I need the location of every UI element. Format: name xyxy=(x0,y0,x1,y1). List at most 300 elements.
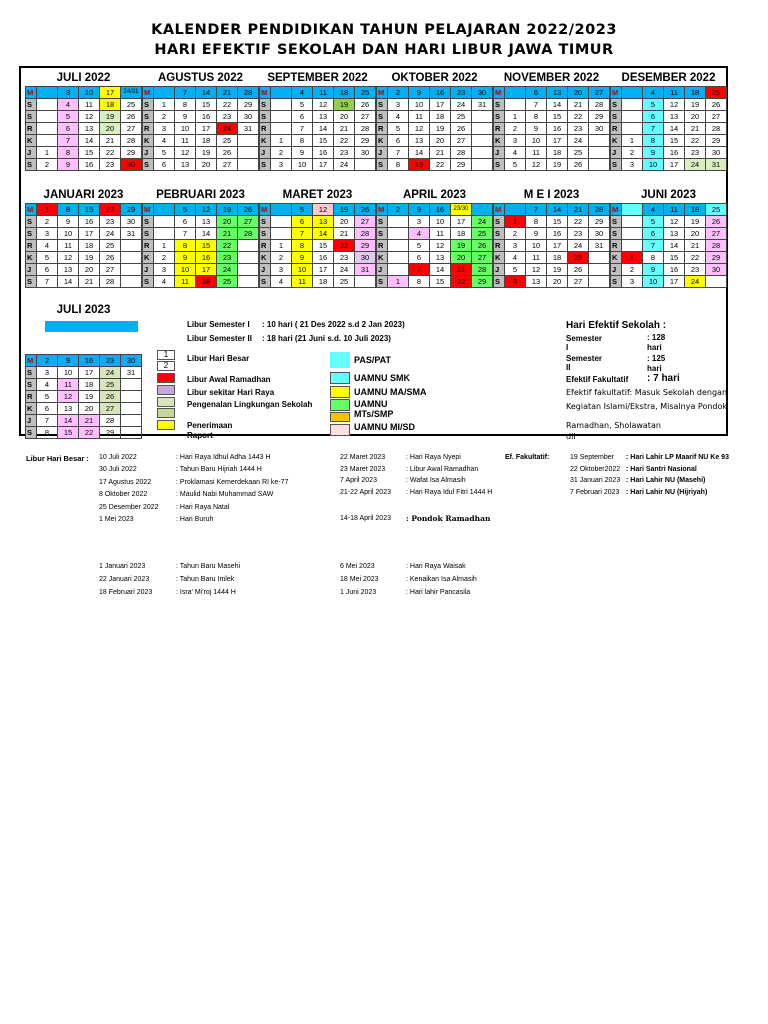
date-cell xyxy=(271,87,292,99)
day-label: S xyxy=(377,111,388,123)
date-cell: 9 xyxy=(643,147,664,159)
date-cell: 10 xyxy=(526,135,547,147)
date-cell: 31 xyxy=(472,99,493,111)
date-cell: 1 xyxy=(154,240,175,252)
month-name: DESEMBER 2022 xyxy=(621,72,716,84)
day-label: R xyxy=(494,240,505,252)
date-cell: 16 xyxy=(79,355,100,367)
date-cell: 17 xyxy=(313,159,334,171)
week-row xyxy=(494,240,610,252)
week-row xyxy=(260,252,376,264)
date-cell: 21 xyxy=(451,264,472,276)
date-cell: 7 xyxy=(388,147,409,159)
date-cell xyxy=(121,276,142,288)
date-cell xyxy=(622,204,643,216)
date-cell: 4 xyxy=(409,228,430,240)
date-cell: 10 xyxy=(175,123,196,135)
date-cell: 12 xyxy=(196,204,217,216)
date-cell: 7 xyxy=(37,415,58,427)
date-cell: 30 xyxy=(589,123,610,135)
date-cell: 19 xyxy=(79,252,100,264)
date-cell: 10 xyxy=(409,99,430,111)
week-row xyxy=(377,204,493,216)
date-cell: 10 xyxy=(292,159,313,171)
date-cell: 6 xyxy=(409,252,430,264)
holiday-name: : Maulid Nabi Muhammad SAW xyxy=(176,491,274,499)
month-2 xyxy=(142,70,259,171)
date-cell: 1 xyxy=(388,276,409,288)
date-cell: 12 xyxy=(430,240,451,252)
title-line-1: KALENDER PENDIDIKAN TAHUN PELAJARAN 2022/2023 xyxy=(151,22,617,38)
date-cell: 9 xyxy=(292,147,313,159)
week-row xyxy=(377,87,493,99)
day-label: S xyxy=(143,276,154,288)
holiday-name: : Libur Awal Ramadhan xyxy=(406,465,479,473)
day-label: R xyxy=(26,391,37,403)
day-label: J xyxy=(494,147,505,159)
week-row xyxy=(494,276,610,288)
date-cell: 20 xyxy=(79,264,100,276)
day-label: S xyxy=(260,216,271,228)
date-cell xyxy=(271,216,292,228)
date-cell: 1 xyxy=(37,204,58,216)
date-cell: 15 xyxy=(313,240,334,252)
day-label: J xyxy=(260,264,271,276)
date-cell: 21 xyxy=(334,123,355,135)
date-cell xyxy=(472,135,493,147)
week-row xyxy=(26,147,142,159)
day-label: S xyxy=(377,228,388,240)
day-label: S xyxy=(26,367,37,379)
date-cell: 9 xyxy=(175,252,196,264)
week-row xyxy=(260,204,376,216)
date-cell: 5 xyxy=(292,99,313,111)
legend-label-raport: Raport xyxy=(187,431,213,440)
date-cell xyxy=(37,87,58,99)
legend-swatch-raport xyxy=(157,420,175,430)
date-cell: 2 xyxy=(37,355,58,367)
date-cell: 25 xyxy=(355,87,376,99)
date-cell xyxy=(622,216,643,228)
holiday-name: : Proklamasi Kemerdekaan RI ke-77 xyxy=(176,478,289,486)
date-cell: 22 xyxy=(685,252,706,264)
holiday-name: : Hari Raya Idul Fitri 1444 H xyxy=(406,488,493,496)
date-cell: 1 xyxy=(37,147,58,159)
month-table xyxy=(142,86,259,171)
date-cell xyxy=(388,264,409,276)
date-cell: 29 xyxy=(100,427,121,439)
date-cell: 7 xyxy=(58,135,79,147)
date-cell: 10 xyxy=(292,264,313,276)
date-cell: 25 xyxy=(472,228,493,240)
efektif-sem2: Semester xyxy=(566,354,603,363)
day-label: M xyxy=(260,87,271,99)
date-cell: 16 xyxy=(79,216,100,228)
week-row xyxy=(611,147,727,159)
date-cell xyxy=(37,135,58,147)
date-cell: 31 xyxy=(121,228,142,240)
week-row xyxy=(26,264,142,276)
libur-semester-2-label: Libur Semester II xyxy=(187,334,252,343)
date-cell: 23 xyxy=(217,111,238,123)
date-cell xyxy=(121,264,142,276)
week-row xyxy=(26,391,142,403)
day-label: S xyxy=(377,276,388,288)
date-cell: 4 xyxy=(505,252,526,264)
week-row xyxy=(611,240,727,252)
date-cell: 23 xyxy=(334,252,355,264)
day-label: S xyxy=(494,216,505,228)
week-row xyxy=(494,264,610,276)
date-cell: 19 xyxy=(451,240,472,252)
day-label: S xyxy=(143,159,154,171)
legend-label-hari-raya: Libur sekitar Hari Raya xyxy=(187,388,275,397)
date-cell: 26 xyxy=(706,216,727,228)
date-cell: 5 xyxy=(37,252,58,264)
date-cell: 21 xyxy=(79,415,100,427)
date-cell: 19 xyxy=(685,99,706,111)
legend-swatch-mts xyxy=(330,399,350,411)
date-cell: 17 xyxy=(196,264,217,276)
week-row xyxy=(494,99,610,111)
date-cell: 28 xyxy=(589,99,610,111)
date-cell: 12 xyxy=(526,264,547,276)
day-label: K xyxy=(143,135,154,147)
legend-pas: PAS/PAT xyxy=(354,355,392,365)
date-cell: 13 xyxy=(196,216,217,228)
date-cell: 31 xyxy=(589,240,610,252)
month-name: NOVEMBER 2022 xyxy=(503,72,600,84)
date-cell: 6 xyxy=(292,111,313,123)
date-cell: 29 xyxy=(589,111,610,123)
day-label: S xyxy=(494,276,505,288)
week-row xyxy=(494,87,610,99)
date-cell: 14 xyxy=(58,415,79,427)
date-cell: 15 xyxy=(79,147,100,159)
day-label: J xyxy=(611,147,622,159)
date-cell: 13 xyxy=(526,276,547,288)
date-cell: 26 xyxy=(238,204,259,216)
day-label: S xyxy=(26,99,37,111)
date-cell xyxy=(271,228,292,240)
week-row xyxy=(377,159,493,171)
date-cell: 8 xyxy=(643,252,664,264)
date-cell: 3 xyxy=(154,264,175,276)
date-cell: 7 xyxy=(643,240,664,252)
date-cell: 30 xyxy=(706,264,727,276)
week-row xyxy=(143,252,259,264)
date-cell: 11 xyxy=(664,87,685,99)
efektif-sem1: Semester xyxy=(566,334,603,343)
date-cell: 5 xyxy=(37,391,58,403)
date-cell: 6 xyxy=(643,228,664,240)
week-row xyxy=(377,252,493,264)
date-cell: 25 xyxy=(568,252,589,264)
date-cell: 13 xyxy=(58,403,79,415)
date-cell: 31 xyxy=(121,367,142,379)
week-row xyxy=(260,147,376,159)
date-cell: 2 xyxy=(622,147,643,159)
day-label: M xyxy=(26,355,37,367)
day-label: K xyxy=(143,252,154,264)
date-cell: 16 xyxy=(313,147,334,159)
date-cell: 15 xyxy=(313,135,334,147)
date-cell: 4 xyxy=(58,99,79,111)
legend-mi: UAMNU MI/SD xyxy=(354,422,415,432)
week-row xyxy=(494,216,610,228)
date-cell: 20 xyxy=(217,216,238,228)
date-cell: 17 xyxy=(430,99,451,111)
week-row xyxy=(377,123,493,135)
title-line-2: HARI EFEKTIF SEKOLAH DAN HARI LIBUR JAWA TIMUR xyxy=(154,42,614,58)
date-cell: 3 xyxy=(271,264,292,276)
efektif-sem1-unit: hari xyxy=(647,343,662,352)
date-cell: 11 xyxy=(58,379,79,391)
date-cell: 25 xyxy=(706,87,727,99)
date-cell: 3 xyxy=(409,216,430,228)
holiday-name: : Hari lahir Pancasila xyxy=(406,589,471,596)
day-label: M xyxy=(611,204,622,216)
date-cell: 28 xyxy=(706,240,727,252)
date-cell: 9 xyxy=(409,87,430,99)
fakultatif-name: : Hari Lahir LP Maarif NU Ke 93 xyxy=(626,454,729,461)
month-10 xyxy=(376,187,493,288)
date-cell: 21 xyxy=(568,99,589,111)
date-cell: 19 xyxy=(547,264,568,276)
day-label: R xyxy=(143,240,154,252)
legend-label-penerimaan: Penerimaan xyxy=(187,421,233,430)
date-cell xyxy=(622,228,643,240)
legend-swatch-hari-raya xyxy=(157,385,175,395)
date-cell: 25 xyxy=(217,135,238,147)
fakultatif-name: : Hari Lahir NU (Hijriyah) xyxy=(626,488,708,496)
date-cell: 9 xyxy=(526,123,547,135)
date-cell: 18 xyxy=(334,87,355,99)
holiday-date: 1 Januari 2023 xyxy=(99,563,146,570)
date-cell: 25 xyxy=(217,276,238,288)
date-cell: 24 xyxy=(451,99,472,111)
date-cell: 18 xyxy=(79,379,100,391)
date-cell: 10 xyxy=(643,276,664,288)
day-label: M xyxy=(377,87,388,99)
date-cell: 8 xyxy=(175,99,196,111)
date-cell: 27 xyxy=(121,123,142,135)
date-cell: 25 xyxy=(451,111,472,123)
day-label: K xyxy=(494,252,505,264)
day-label: J xyxy=(26,264,37,276)
day-label: J xyxy=(494,264,505,276)
day-label: M xyxy=(494,204,505,216)
week-row xyxy=(611,99,727,111)
week-row xyxy=(26,240,142,252)
date-cell: 15 xyxy=(430,276,451,288)
date-cell: 31 xyxy=(238,123,259,135)
date-cell: 23 xyxy=(685,264,706,276)
date-cell: 4 xyxy=(388,111,409,123)
legend-label-pls: Pengenalan Lingkungan Sekolah xyxy=(187,400,313,409)
date-cell: 9 xyxy=(409,204,430,216)
date-cell: 27 xyxy=(355,111,376,123)
date-cell: 21 xyxy=(685,123,706,135)
date-cell: 7 xyxy=(526,99,547,111)
date-cell: 14 xyxy=(196,228,217,240)
date-cell: 23/30 xyxy=(451,204,472,216)
date-cell: 22 xyxy=(217,99,238,111)
date-cell: 29 xyxy=(238,99,259,111)
week-row xyxy=(260,123,376,135)
date-cell xyxy=(589,135,610,147)
week-row xyxy=(143,87,259,99)
week-row xyxy=(143,276,259,288)
date-cell: 14 xyxy=(547,204,568,216)
date-cell xyxy=(121,391,142,403)
week-row xyxy=(611,204,727,216)
date-cell: 14 xyxy=(430,264,451,276)
date-cell: 28 xyxy=(100,415,121,427)
day-label: K xyxy=(26,252,37,264)
date-cell xyxy=(355,159,376,171)
date-cell: 11 xyxy=(409,111,430,123)
date-cell: 23 xyxy=(217,252,238,264)
holiday-date: 21-22 April 2023 xyxy=(340,488,391,496)
date-cell xyxy=(622,123,643,135)
date-cell: 29 xyxy=(589,216,610,228)
day-label: J xyxy=(611,264,622,276)
date-cell: 30 xyxy=(121,159,142,171)
date-cell: 16 xyxy=(664,264,685,276)
week-row xyxy=(377,240,493,252)
date-cell: 2 xyxy=(388,204,409,216)
date-cell: 12 xyxy=(79,111,100,123)
month-name: PEBRUARI 2023 xyxy=(156,189,245,201)
date-cell: 4 xyxy=(271,276,292,288)
date-cell xyxy=(37,99,58,111)
holiday-date: 22 Januari 2023 xyxy=(99,576,150,583)
date-cell: 20 xyxy=(430,135,451,147)
date-cell: 5 xyxy=(505,264,526,276)
day-label: J xyxy=(143,147,154,159)
date-cell: 7 xyxy=(292,228,313,240)
date-cell: 18 xyxy=(196,135,217,147)
date-cell xyxy=(472,147,493,159)
date-cell: 18 xyxy=(685,87,706,99)
day-label: K xyxy=(494,135,505,147)
date-cell xyxy=(238,240,259,252)
day-label: S xyxy=(260,276,271,288)
fakultatif-date: 19 September xyxy=(570,454,614,461)
date-cell: 17 xyxy=(196,123,217,135)
holiday-name: : Tahun Baru Hijriah 1444 H xyxy=(176,466,262,474)
date-cell: 18 xyxy=(451,228,472,240)
date-cell xyxy=(388,252,409,264)
date-cell: 3 xyxy=(622,159,643,171)
day-label: M xyxy=(26,87,37,99)
date-cell: 8 xyxy=(409,276,430,288)
date-cell: 14 xyxy=(664,240,685,252)
date-cell: 6 xyxy=(292,216,313,228)
date-cell: 20 xyxy=(547,276,568,288)
date-cell: 15 xyxy=(664,135,685,147)
date-cell: 4 xyxy=(292,87,313,99)
date-cell: 19 xyxy=(547,159,568,171)
month-1 xyxy=(25,70,142,171)
date-cell: 17 xyxy=(547,240,568,252)
month-table xyxy=(610,203,727,288)
day-label: R xyxy=(494,123,505,135)
day-label: J xyxy=(143,264,154,276)
month-8 xyxy=(142,187,259,288)
week-row xyxy=(143,123,259,135)
month-name: JULI 2022 xyxy=(56,72,111,84)
month-4 xyxy=(376,70,493,171)
date-cell: 12 xyxy=(526,159,547,171)
day-label: S xyxy=(611,216,622,228)
week-row xyxy=(260,240,376,252)
date-cell: 22 xyxy=(217,240,238,252)
week-row xyxy=(26,379,142,391)
date-cell: 2 xyxy=(505,228,526,240)
date-cell: 23 xyxy=(100,216,121,228)
month-table xyxy=(259,86,376,171)
date-cell: 8 xyxy=(58,204,79,216)
date-cell: 11 xyxy=(58,240,79,252)
pondok-name: : Pondok Ramadhan xyxy=(406,514,491,523)
week-row xyxy=(143,228,259,240)
date-cell: 21 xyxy=(430,147,451,159)
date-cell: 8 xyxy=(388,159,409,171)
week-row xyxy=(611,276,727,288)
date-cell: 5 xyxy=(58,111,79,123)
date-cell: 16 xyxy=(547,228,568,240)
holiday-date: 6 Mei 2023 xyxy=(340,563,375,570)
date-cell: 3 xyxy=(37,228,58,240)
day-label: M xyxy=(143,87,154,99)
date-cell: 11 xyxy=(292,276,313,288)
date-cell: 8 xyxy=(58,147,79,159)
date-cell: 9 xyxy=(643,264,664,276)
date-cell: 26 xyxy=(100,252,121,264)
date-cell: 8 xyxy=(175,240,196,252)
date-cell: 24 xyxy=(472,216,493,228)
date-cell: 9 xyxy=(526,228,547,240)
date-cell: 17 xyxy=(664,159,685,171)
day-label: S xyxy=(377,99,388,111)
date-cell xyxy=(121,379,142,391)
date-cell xyxy=(472,111,493,123)
day-label: R xyxy=(260,123,271,135)
date-cell: 2 xyxy=(154,111,175,123)
date-cell: 11 xyxy=(175,135,196,147)
date-cell: 28 xyxy=(355,123,376,135)
date-cell: 3 xyxy=(622,276,643,288)
date-cell: 24 xyxy=(217,123,238,135)
week-row xyxy=(611,123,727,135)
date-cell: 30 xyxy=(355,252,376,264)
date-cell: 4 xyxy=(505,147,526,159)
week-row xyxy=(143,216,259,228)
date-cell: 3 xyxy=(154,123,175,135)
date-cell: 4 xyxy=(154,276,175,288)
date-cell: 4 xyxy=(37,379,58,391)
week-row xyxy=(377,216,493,228)
month-name: JULI 2023 xyxy=(56,304,111,316)
date-cell: 19 xyxy=(334,99,355,111)
day-label: S xyxy=(611,276,622,288)
day-label: S xyxy=(260,228,271,240)
fakultatif-name: : Hari Santri Nasional xyxy=(626,465,697,473)
legend-sma: UAMNU MA/SMA xyxy=(354,387,427,397)
week-row xyxy=(377,135,493,147)
